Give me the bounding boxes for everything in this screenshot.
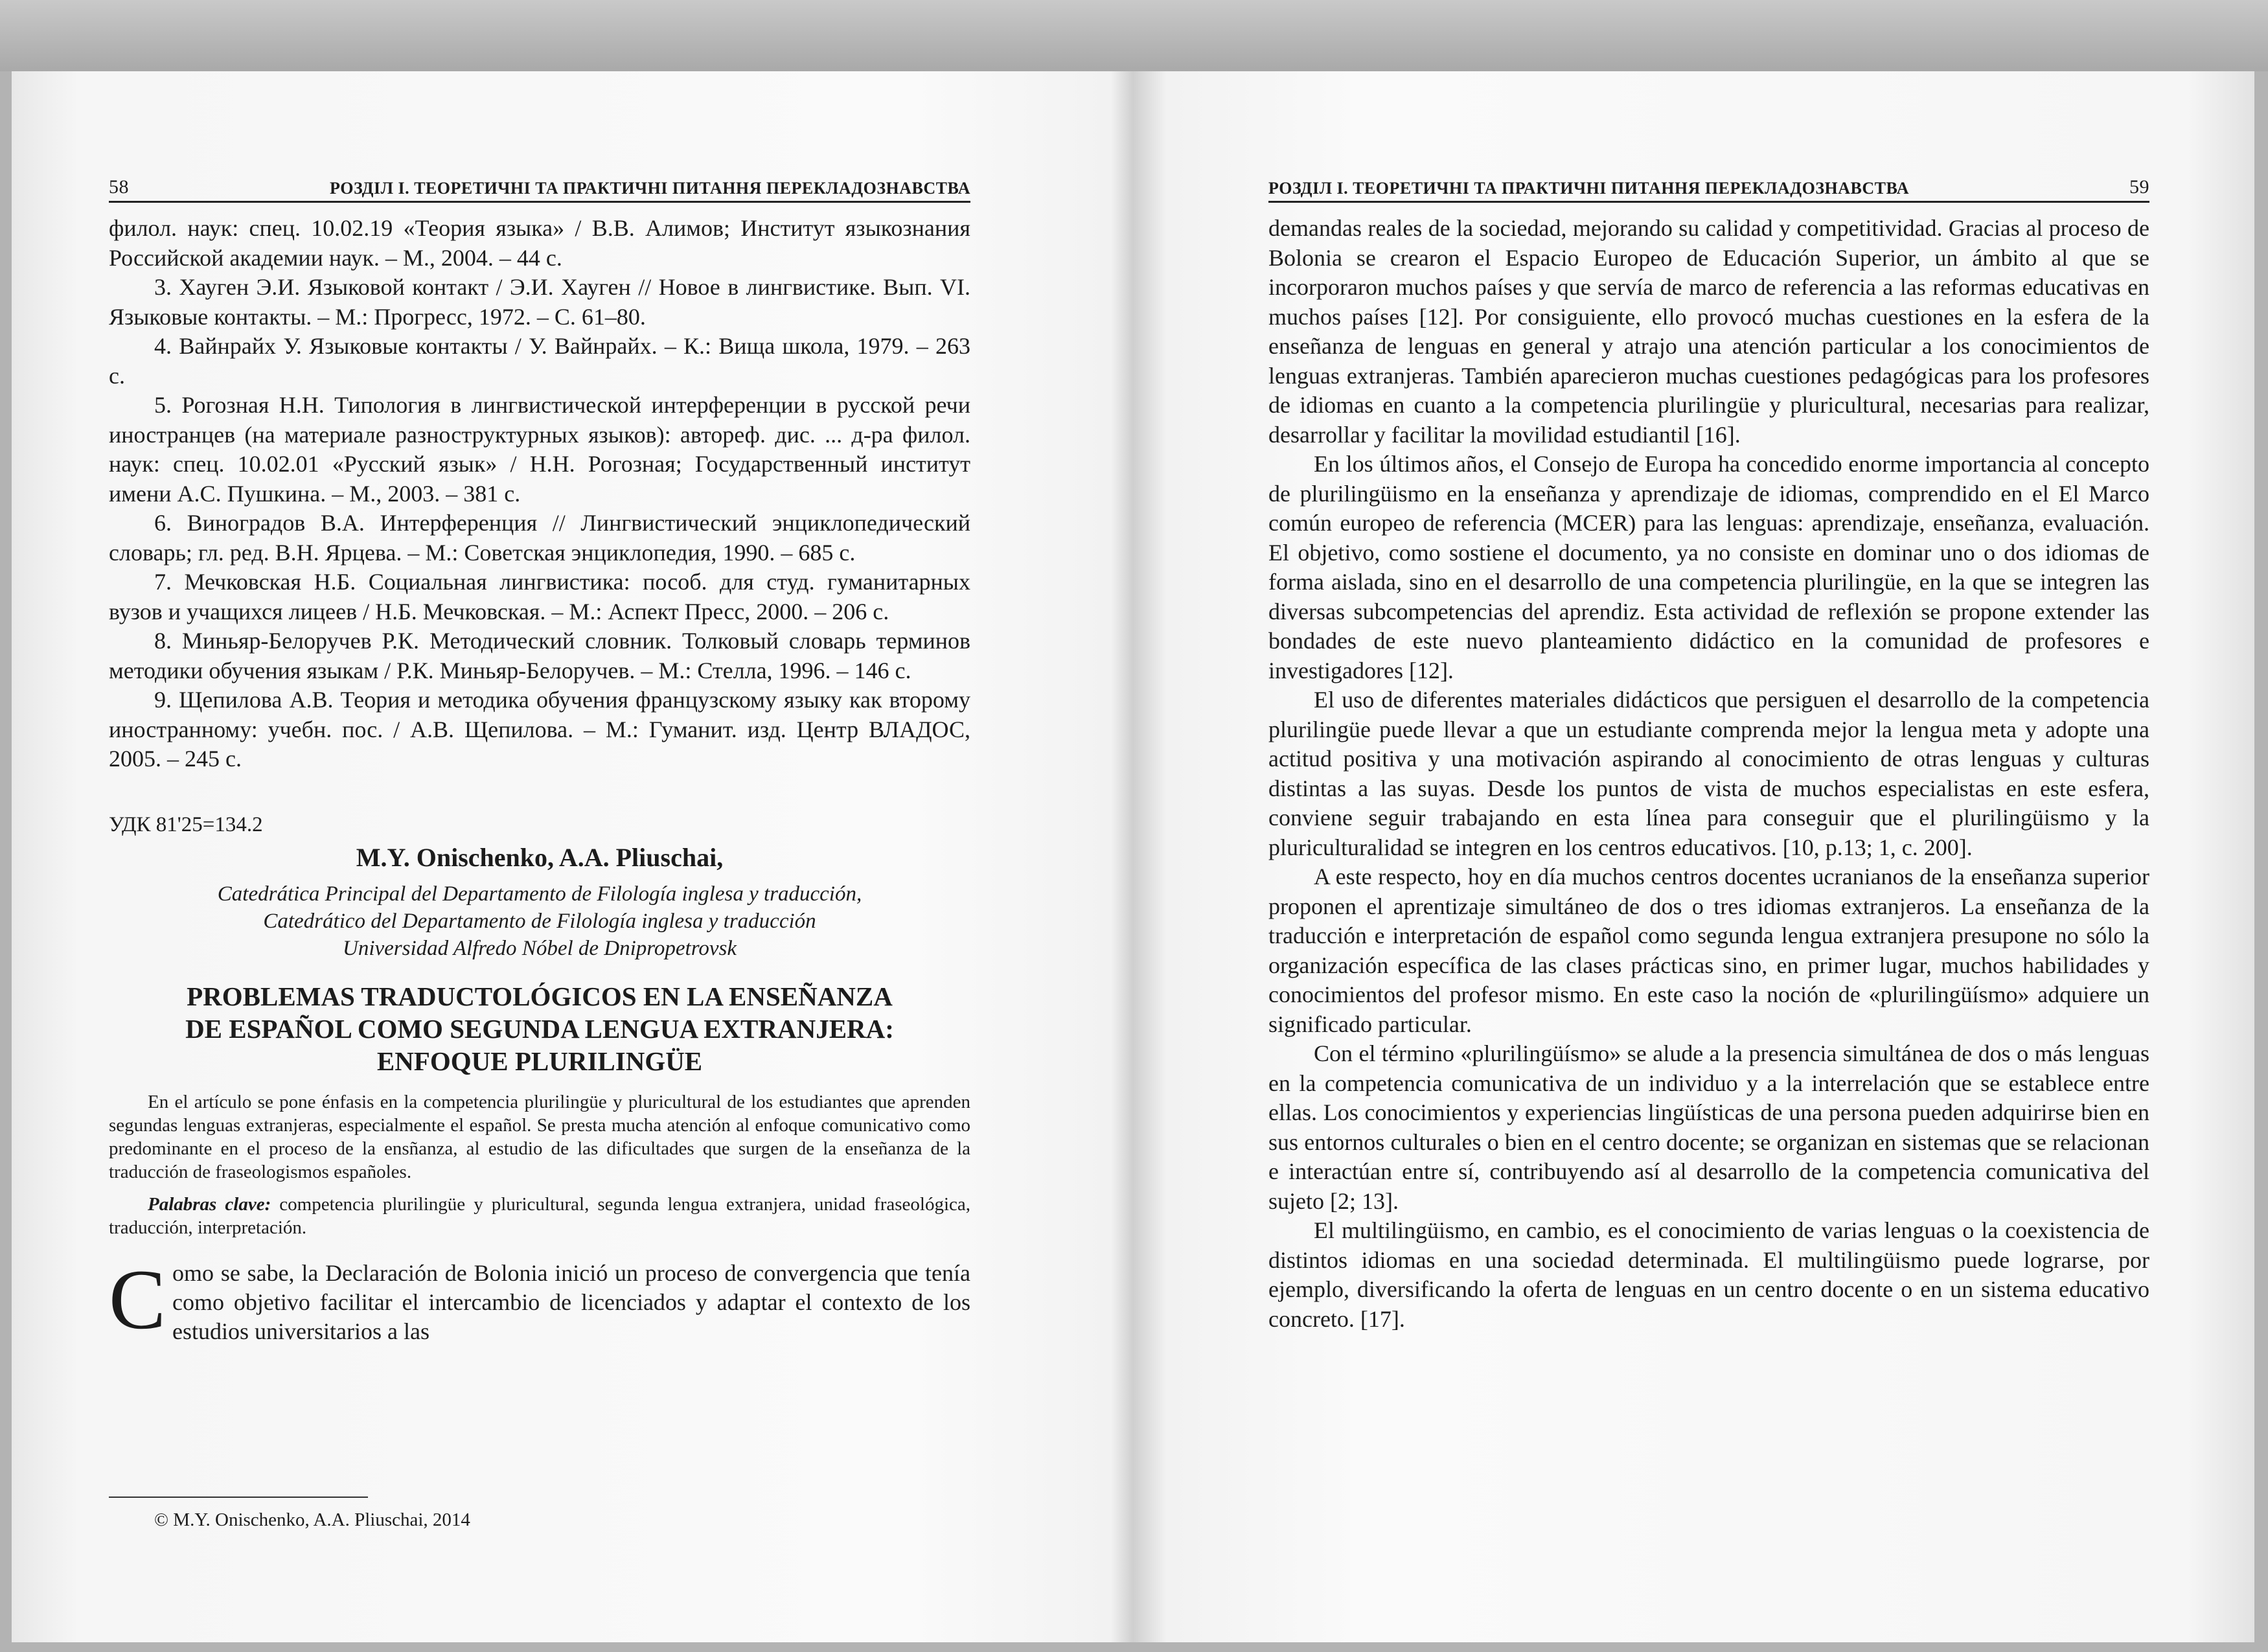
right-page [1268,71,2149,1642]
left-running-header [109,175,970,203]
reference-item: 6. Виноградов В.А. Интерференция // Лингвистический энциклопедический словарь; гл. ред. В.Н. Ярцева. – М.: Советская энциклопедия, 1990. – 685 с. [109,510,970,566]
reference-item: филол. наук: спец. 10.02.19 «Теория языка» / В.В. Алимов; Институт языкознания Российской академии наук. – М., 2004. – 44 с. [109,215,970,271]
left-page [109,71,970,1642]
body-paragraph: El uso de diferentes materiales didácticos que persiguen el desarrollo de la competencia plurilingüe puede llevar a que un estudiante comprenda mejor la lengua meta y adopte una actitud positiva y una motivación aspirando al conocimiento de otras lenguas y culturas distintas a las suyas. Desde los puntos de vista de muchos especialistas en este esfera, conviene seguir trabajando en esta línea para conseguir que el plurilingüismo y la pluriculturalidad se integren en los centros educativos. [10, p.13; 1, c. 200]. [1268,687,2149,860]
keywords [109,1193,970,1239]
right-running-header [1268,175,2149,203]
body-paragraph: A este respecto, hoy en día muchos centros docentes ucranianos de la enseñanza superior proponen el aprentizaje simultáneo de dos o tres idiomas extranjeros. La enseñanza de la traducción e interpretación de español como segunda lengua extranjera presupone no sólo la organización específica de las clases prácticas sino, en primer lugar, muchos habilidades y conocimientos del profesor mismo. En este caso la noción de «plurilingüísmo» adquiere un significado particular. [1268,864,2149,1037]
body-paragraph: El multilingüismo, en cambio, es el conocimiento de varias lenguas o la coexistencia de distintos idiomas en una sociedad determinada. El multilingüismo puede lograrse, por ejemplo, diversificando la oferta de lenguas en un centro docente o en un sistema educativo concreto. [17]. [1268,1217,2149,1332]
scan-background [0,0,2268,71]
right-page-number: 59 [2129,176,2149,198]
keywords-label: Palabras clave: [148,1193,271,1215]
reference-item: 8. Миньяр-Белоручев Р.К. Методический словник. Толковый словарь терминов методики обучения языкам / Р.К. Миньяр-Белоручев. – М.: Стелла, 1996. – 146 с. [109,628,970,683]
opening-text: omo se sabe, la Declaración de Bolonia inició un proceso de convergencia que tenía como objetivo facilitar el intercambio de licenciados y adaptar el contexto de los estudios universitarios a las [172,1259,970,1344]
body-paragraph: En los últimos años, el Consejo de Europa ha concedido enorme importancia al concepto de plurilingüismo en la enseñanza y aprendizaje de idiomas, comprendido en el El Marco común europeo de referencia (MCER) para las lenguas: aprendizaje, enseñanza, evaluación. El objetivo, como sostiene el documento, ya no consiste en dominar uno o dos idiomas de forma aislada, sino en el desarrollo de una competencia plurilingüe, en la que se integren las diversas subcompetencias del aprendiz. Esta actividad de reflexión se propone extender las bondades de este nuevo planteamiento didáctico en la comunidad de profesores e investigadores [12]. [1268,451,2149,683]
footnote [109,1497,470,1531]
copyright-note: © M.Y. Onischenko, A.A. Pliuschai, 2014 [154,1509,470,1530]
author-affiliations [109,880,970,962]
affiliation-line: Catedrático del Departamento de Filología inglesa y traducción [263,909,816,933]
left-page-number: 58 [109,176,129,198]
opening-paragraph [109,1251,970,1347]
book-spread [12,71,2254,1642]
reference-item: 7. Мечковская Н.Б. Социальная лингвистика: пособ. для студ. гуманитарных вузов и учащихся лицеев / Н.Б. Мечковская. – М.: Аспект Пресс, 2000. – 206 с. [109,569,970,625]
reference-item: 9. Щепилова А.В. Теория и методика обучения французскому языку как второму иностранному: учебн. пос. / А.В. Щепилова. – М.: Гуманит. изд. Центр ВЛАДОС, 2005. – 245 с. [109,687,970,772]
reference-item: 5. Рогозная Н.Н. Типология в лингвистической интерференции в русской речи иностранцев (на материале разноструктурных языков): автореф. дис. ... д-ра филол. наук: спец. 10.02.01 «Русский язык» / Н.Н. Рогозная; Государственный институт имени А.С. Пушкина. – М., 2003. – 381 с. [109,392,970,507]
right-page-body [1268,214,2149,1334]
keywords-text: competencia plurilingüe y pluricultural, segunda lengua extranjera, unidad fraseológica, traducción, interpretación. [109,1193,970,1238]
article-abstract: En el artículo se pone énfasis en la competencia plurilingüe y pluricultural de los estudiantes que aprenden segundas lenguas extranjeras, especialmente el español. Se presta mucha atención al enfoque comunicativo como predominante en el proceso de la ensñanza, al estudio de las dificultades que surgen de la enseñanza de la traducción de fraseologismos españoles. [109,1091,970,1182]
left-running-head-title: РОЗДІЛ І. ТЕОРЕТИЧНІ ТА ПРАКТИЧНІ ПИТАННЯ ПЕРЕКЛАДОЗНАВСТВА [330,179,970,198]
right-running-head-title: РОЗДІЛ І. ТЕОРЕТИЧНІ ТА ПРАКТИЧНІ ПИТАННЯ ПЕРЕКЛАДОЗНАВСТВА [1268,179,1909,198]
reference-item: 4. Вайнрайх У. Языковые контакты / У. Вайнрайх. – К.: Вища школа, 1979. – 263 с. [109,333,970,389]
article-authors: M.Y. Onischenko, A.A. Pliuschai, [356,842,724,872]
affiliation-line: Universidad Alfredo Nóbel de Dnipropetrovsk [343,936,737,960]
reference-list [109,214,970,774]
udk-code: УДК 81'25=134.2 [109,812,263,836]
title-line: ENFOQUE PLURILINGÜE [376,1046,703,1076]
title-line: DE ESPAÑOL COMO SEGUNDA LENGUA EXTRANJERA: [185,1013,894,1044]
drop-cap: C [109,1251,166,1347]
reference-item: 3. Хауген Э.И. Языковой контакт / Э.И. Хауген // Новое в лингвистике. Вып. VI. Языковые контакты. – М.: Прогресс, 1972. – С. 61–80. [109,274,970,330]
title-line: PROBLEMAS TRADUCTOLÓGICOS EN LA ENSEÑANZA [187,981,893,1011]
left-page-body [109,214,970,1346]
body-paragraph: demandas reales de la sociedad, mejorando su calidad y competitividad. Gracias al proceso de Bolonia se crearon el Espacio Europeo de Educación Superior, un ámbito al que se incorporaron muchos países y que servía de marco de referencia a las reformas educativas en muchos países [12]. Por consiguiente, ello provocó muchas cuestiones en la esfera de la enseñanza de lenguas en general y atrajo una atención particular a los conocimientos de lenguas extranjeras. También aparecieron muchas cuestiones pedagógicas para los profesores de idiomas en cuanto a la competencia plurilingüe y pluricultural, necesarias para realizar, desarrollar y facilitar la movilidad estudiantil [16]. [1268,215,2149,448]
body-paragraph: Con el término «plurilingüísmo» se alude a la presencia simultánea de dos o más lenguas en la competencia comunicativa de un individuo y a la interrelación que se establece entre ellas. Los conocimientos y experiencias lingüísticas de una persona pueden adquirirse bien en sus entornos culturales o bien en el centro docente; se organizan en sistemas que se relacionan e interactúan entre sí, contribuyendo así al desarrollo de la competencia comunicativa del sujeto [2; 13]. [1268,1040,2149,1214]
affiliation-line: Catedrática Principal del Departamento de Filología inglesa y traducción, [217,882,862,906]
article-title [109,980,970,1077]
